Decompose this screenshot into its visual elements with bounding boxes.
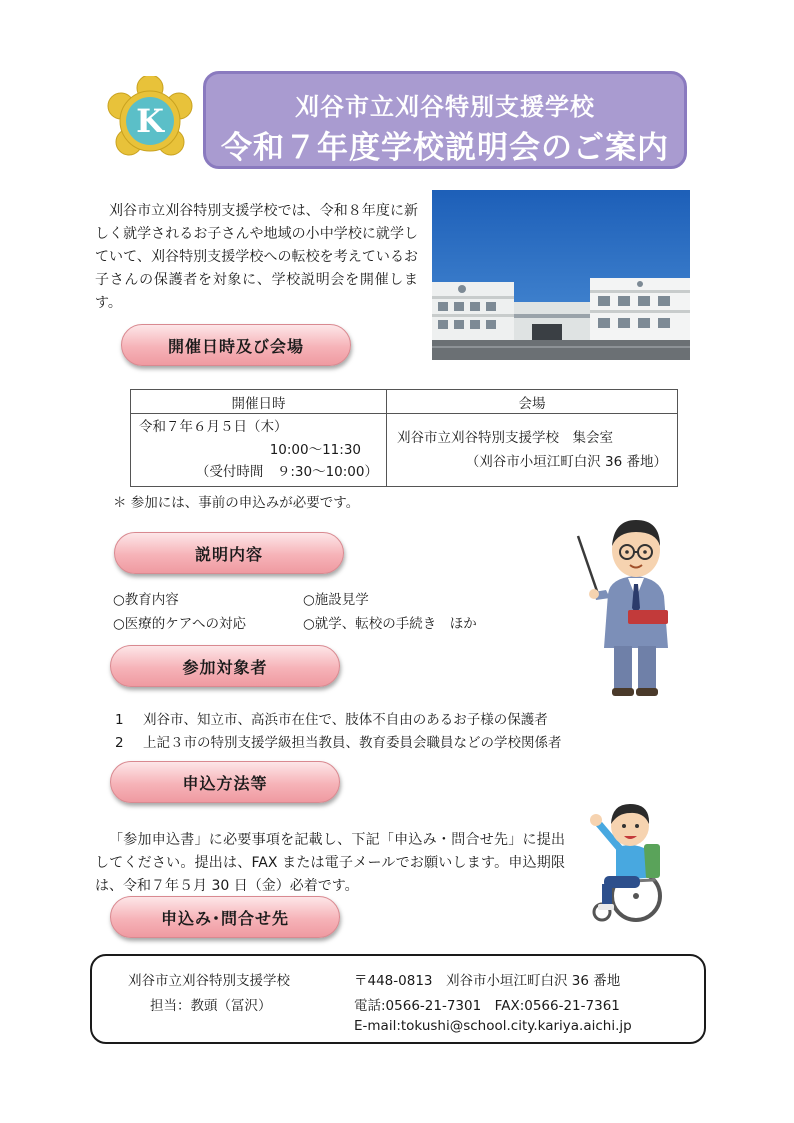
target-item	[115, 708, 548, 728]
contact-address: 〒448-0813 刈谷市小垣江町白沢 36 番地	[354, 973, 621, 989]
target-text: 上記３市の特別支援学級担当教員、教育委員会職員などの学校関係者	[143, 735, 562, 751]
svg-text:K: K	[136, 102, 164, 140]
reception-time: （受付時間 ９:30～10:00）	[195, 464, 378, 480]
contact-organization: 刈谷市立刈谷特別支援学校	[128, 973, 290, 989]
apply-heading: 申込方法等	[110, 761, 340, 803]
school-name-title: 刈谷市立刈谷特別支援学校	[295, 93, 595, 121]
content-item: ○施設見学	[303, 592, 369, 608]
school-emblem-logo	[105, 76, 195, 166]
contact-box	[90, 954, 706, 1044]
teacher-illustration	[570, 508, 680, 698]
datetime-cell	[131, 414, 387, 487]
content-item: ○医療的ケアへの対応	[113, 616, 247, 632]
venue-name: 刈谷市立刈谷特別支援学校 集会室	[397, 430, 613, 446]
apply-paragraph: 「参加申込書」に必要事項を記載し、下記「申込み・問合せ先」に提出してください。提出は、FAX または電子メールでお願いします。申込期限は、令和７年５月 30 日（金）必着です。	[95, 832, 565, 894]
target-number: 2	[115, 735, 124, 751]
wheelchair-child-illustration	[580, 796, 684, 924]
content-item: ○就学、転校の手続き ほか	[303, 616, 477, 632]
table-header-datetime: 開催日時	[131, 390, 387, 414]
datetime-venue-heading: 開催日時及び会場	[121, 324, 351, 366]
contact-phone-fax: 電話:0566-21-7301 FAX:0566-21-7361	[354, 998, 620, 1014]
table-header-venue: 会場	[387, 390, 678, 414]
contact-email[interactable]: E-mail:tokushi@school.city.kariya.aichi.jp	[354, 1018, 632, 1034]
target-number: 1	[115, 712, 124, 728]
contact-heading: 申込み･問合せ先	[110, 896, 340, 938]
contact-person: 担当：教頭（冨沢）	[150, 998, 272, 1014]
venue-cell	[387, 414, 678, 487]
target-item	[115, 731, 562, 751]
schedule-table	[130, 389, 678, 487]
event-date: 令和７年６月５日（木）	[139, 419, 288, 435]
intro-paragraph: 刈谷市立刈谷特別支援学校では、令和８年度に新しく就学されるお子さんや地域の小中学校に就学していて、刈谷特別支援学校への転校を考えているお子さんの保護者を対象に、学校説明会を開催します。	[95, 203, 418, 311]
target-text: 刈谷市、知立市、高浜市在住で、肢体不自由のあるお子様の保護者	[143, 712, 548, 728]
content-item: ○教育内容	[113, 592, 179, 608]
venue-address: （刈谷市小垣江町白沢 36 番地）	[465, 454, 667, 470]
registration-note: ＊ 参加には、事前の申込みが必要です。	[113, 495, 360, 511]
target-heading: 参加対象者	[110, 645, 340, 687]
event-time: 10:00～11:30	[269, 442, 361, 458]
event-title: 令和７年度学校説明会のご案内	[221, 130, 669, 166]
title-banner	[203, 71, 687, 169]
school-building-photo	[432, 190, 690, 360]
content-heading: 説明内容	[114, 532, 344, 574]
